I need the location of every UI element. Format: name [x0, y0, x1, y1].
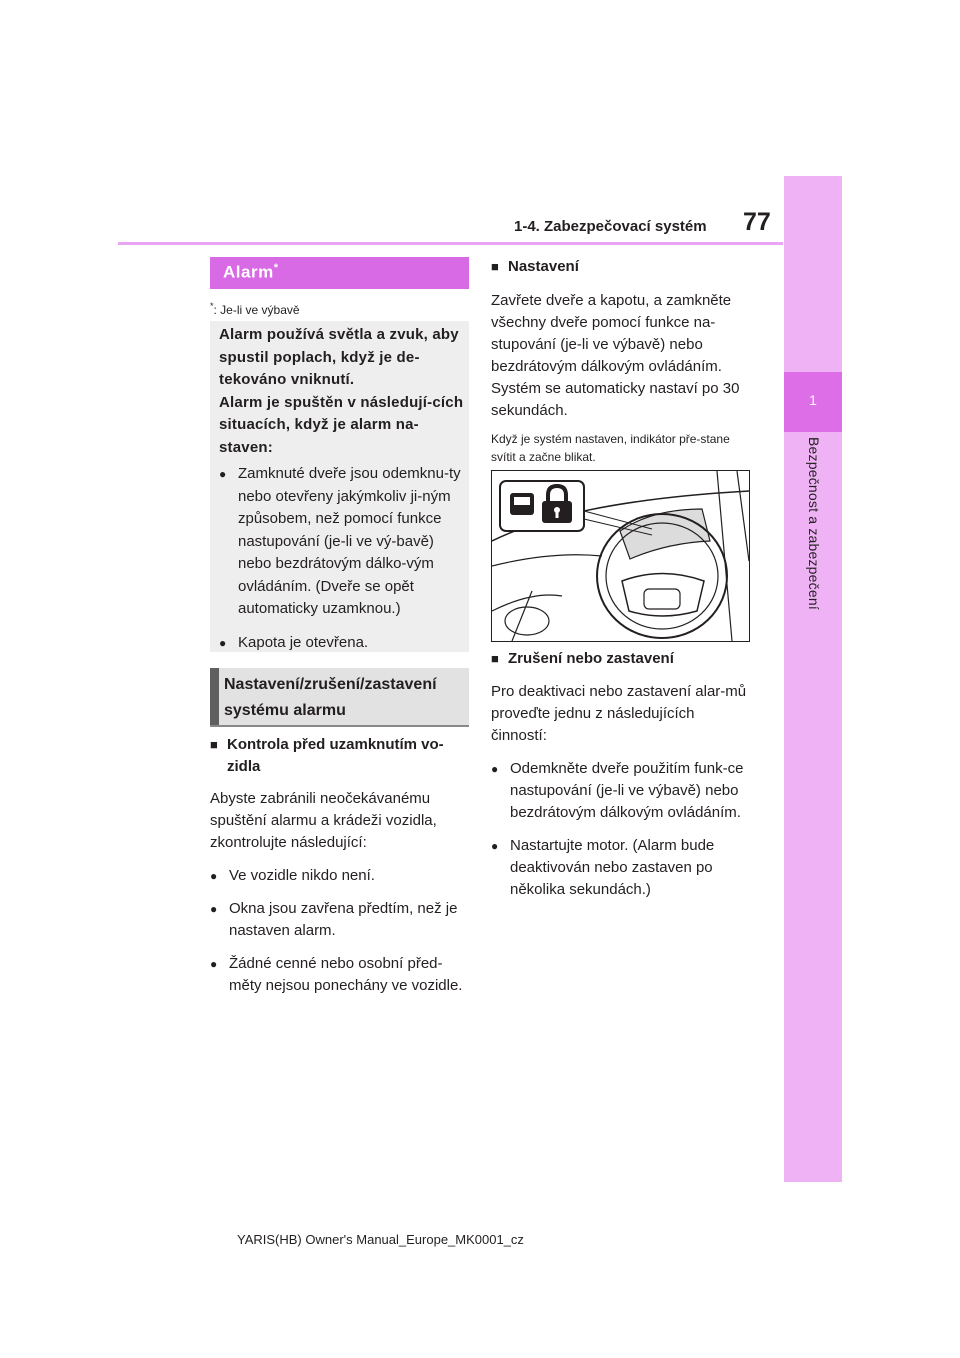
setting-note: Když je systém nastaven, indikátor pře-stane svítit a začne blikat.	[491, 432, 730, 464]
alarm-heading-label: Alarm	[223, 262, 274, 282]
check-section	[210, 734, 469, 997]
list-item: ● Ve vozidle nikdo není.	[210, 865, 469, 887]
alarm-intro-line-1: Alarm používá světla a zvuk, aby spustil poplach, když je de-tekováno vniknutí.	[219, 326, 459, 388]
header-rule	[118, 242, 783, 245]
list-item: ● Kapota je otevřena.	[219, 632, 464, 655]
footnote	[210, 301, 300, 317]
section-header: 1-4. Zabezpečovací systém	[514, 218, 707, 235]
chapter-number: 1	[809, 392, 817, 408]
chapter-side-tab	[784, 176, 842, 1182]
nav-heading	[210, 668, 469, 725]
footnote-text: : Je-li ve výbavě	[213, 303, 300, 317]
alarm-asterisk: *	[273, 262, 279, 274]
footer-text: YARIS(HB) Owner's Manual_Europe_MK0001_cz	[237, 1232, 524, 1247]
list-item: ● Okna jsou zavřena předtím, než je nastaven alarm.	[210, 898, 469, 942]
setting-heading: ■ Nastavení	[491, 256, 753, 278]
list-item: ● Nastartujte motor. (Alarm bude deaktivován nebo zastaven po několika sekundách.)	[491, 835, 753, 901]
cancel-intro: Pro deaktivaci nebo zastavení alar-mů proveďte jednu z následujících činností:	[491, 683, 747, 744]
list-item: ● Odemkněte dveře použitím funk-ce nastupování (je-li ve výbavě) nebo bezdrátovým dálkovým ovládáním.	[491, 758, 753, 824]
alarm-intro-line-2: Alarm je spuštěn v následují-cích situacích, když je alarm na-staven:	[219, 393, 464, 456]
dashboard-illustration	[491, 470, 750, 642]
chapter-title: Bezpečnost a zabezpečení	[806, 437, 822, 610]
nav-heading-title: Nastavení/zrušení/zastavení systému alarmu	[224, 676, 437, 719]
setting-section	[491, 256, 753, 466]
nav-heading-rule	[210, 725, 469, 727]
setting-text: Zavřete dveře a kapotu, a zamkněte všechny dveře pomocí funkce na-stupování (je-li ve výbavě) nebo bezdrátovým dálkovým ovládáním. Systém se automaticky nastaví po 30 sekundách.	[491, 292, 740, 419]
steering-wheel-illustration	[492, 471, 749, 641]
check-heading: ■ Kontrola před uzamknutím vo-zidla	[210, 734, 469, 778]
alarm-info-box	[210, 321, 469, 652]
page-number: 77	[743, 208, 771, 236]
cancel-section	[491, 648, 753, 901]
check-intro: Abyste zabránili neočekávanému spuštění alarmu a krádeži vozidla, zkontrolujte následující:	[210, 790, 437, 851]
list-item: ● Žádné cenné nebo osobní před-měty nejsou ponechány ve vozidle.	[210, 953, 469, 997]
cancel-heading: ■ Zrušení nebo zastavení	[491, 648, 753, 670]
list-item: ● Zamknuté dveře jsou odemknu-ty nebo otevřeny jakýmkoliv ji-ným způsobem, než pomocí funkce nastupování (je-li ve vý-bavě) nebo bezdrátovým dálko-vým ovládáním. (Dveře se opět automaticky uzamknou.)	[219, 463, 464, 621]
nav-heading-bar	[210, 668, 219, 725]
footnote-mark: *	[210, 301, 214, 311]
alarm-heading	[210, 257, 469, 289]
alarm-info-intro	[219, 324, 464, 459]
alarm-trigger-list	[219, 463, 464, 654]
